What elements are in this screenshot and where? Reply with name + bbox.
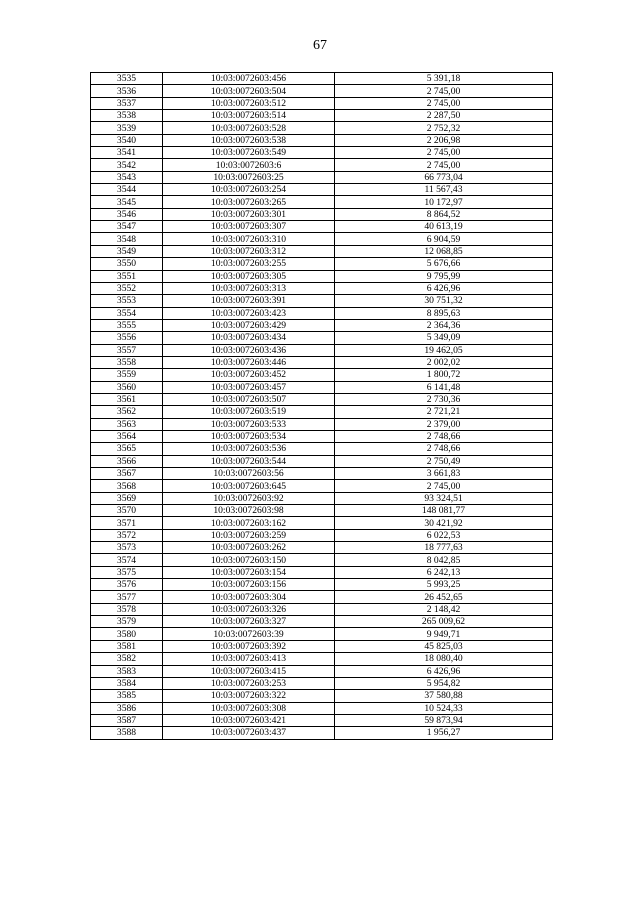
table-row	[91, 122, 553, 134]
table-row	[91, 455, 553, 467]
value-cell: 2 002,02	[335, 356, 553, 368]
table-row	[91, 406, 553, 418]
row-number-cell: 3538	[91, 110, 163, 122]
cadastral-number-cell: 10:03:0072603:423	[163, 307, 335, 319]
value-cell: 37 580,88	[335, 690, 553, 702]
row-number-cell: 3554	[91, 307, 163, 319]
cadastral-number-cell: 10:03:0072603:528	[163, 122, 335, 134]
row-number-cell: 3540	[91, 134, 163, 146]
value-cell: 2 721,21	[335, 406, 553, 418]
cadastral-number-cell: 10:03:0072603:6	[163, 159, 335, 171]
table-row	[91, 270, 553, 282]
row-number-cell: 3536	[91, 85, 163, 97]
table-row	[91, 677, 553, 689]
cadastral-number-cell: 10:03:0072603:56	[163, 468, 335, 480]
value-cell: 66 773,04	[335, 171, 553, 183]
cadastral-number-cell: 10:03:0072603:434	[163, 332, 335, 344]
cadastral-number-cell: 10:03:0072603:150	[163, 554, 335, 566]
table-row	[91, 196, 553, 208]
value-cell: 148 081,77	[335, 505, 553, 517]
cadastral-number-cell: 10:03:0072603:429	[163, 319, 335, 331]
row-number-cell: 3577	[91, 591, 163, 603]
row-number-cell: 3562	[91, 406, 163, 418]
row-number-cell: 3545	[91, 196, 163, 208]
value-cell: 2 748,66	[335, 430, 553, 442]
row-number-cell: 3548	[91, 233, 163, 245]
cadastral-number-cell: 10:03:0072603:457	[163, 381, 335, 393]
cadastral-number-cell: 10:03:0072603:544	[163, 455, 335, 467]
value-cell: 5 954,82	[335, 677, 553, 689]
row-number-cell: 3541	[91, 147, 163, 159]
cadastral-number-cell: 10:03:0072603:452	[163, 369, 335, 381]
table-row	[91, 714, 553, 726]
value-cell: 5 349,09	[335, 332, 553, 344]
value-cell: 26 452,65	[335, 591, 553, 603]
value-cell: 2 745,00	[335, 85, 553, 97]
cadastral-number-cell: 10:03:0072603:259	[163, 529, 335, 541]
value-cell: 2 148,42	[335, 603, 553, 615]
value-cell: 45 825,03	[335, 640, 553, 652]
table-body	[91, 73, 553, 740]
value-cell: 9 795,99	[335, 270, 553, 282]
table-row	[91, 344, 553, 356]
row-number-cell: 3576	[91, 579, 163, 591]
value-cell: 2 750,49	[335, 455, 553, 467]
cadastral-number-cell: 10:03:0072603:326	[163, 603, 335, 615]
value-cell: 265 009,62	[335, 616, 553, 628]
table-row	[91, 159, 553, 171]
value-cell: 2 364,36	[335, 319, 553, 331]
table-row	[91, 690, 553, 702]
cadastral-number-cell: 10:03:0072603:514	[163, 110, 335, 122]
cadastral-number-cell: 10:03:0072603:421	[163, 714, 335, 726]
table-row	[91, 295, 553, 307]
table-row	[91, 282, 553, 294]
data-table	[90, 72, 553, 740]
value-cell: 2 730,36	[335, 393, 553, 405]
value-cell: 18 080,40	[335, 653, 553, 665]
cadastral-number-cell: 10:03:0072603:254	[163, 184, 335, 196]
cadastral-number-cell: 10:03:0072603:436	[163, 344, 335, 356]
table-row	[91, 480, 553, 492]
cadastral-number-cell: 10:03:0072603:413	[163, 653, 335, 665]
row-number-cell: 3580	[91, 628, 163, 640]
table-row	[91, 134, 553, 146]
value-cell: 2 748,66	[335, 443, 553, 455]
row-number-cell: 3587	[91, 714, 163, 726]
cadastral-number-cell: 10:03:0072603:512	[163, 97, 335, 109]
cadastral-number-cell: 10:03:0072603:534	[163, 430, 335, 442]
row-number-cell: 3567	[91, 468, 163, 480]
table-row	[91, 628, 553, 640]
table-row	[91, 147, 553, 159]
table-row	[91, 221, 553, 233]
row-number-cell: 3553	[91, 295, 163, 307]
value-cell: 2 379,00	[335, 418, 553, 430]
cadastral-number-cell: 10:03:0072603:327	[163, 616, 335, 628]
value-cell: 2 745,00	[335, 159, 553, 171]
table-row	[91, 430, 553, 442]
cadastral-number-cell: 10:03:0072603:645	[163, 480, 335, 492]
cadastral-number-cell: 10:03:0072603:308	[163, 702, 335, 714]
cadastral-number-cell: 10:03:0072603:504	[163, 85, 335, 97]
row-number-cell: 3559	[91, 369, 163, 381]
cadastral-number-cell: 10:03:0072603:538	[163, 134, 335, 146]
row-number-cell: 3588	[91, 727, 163, 739]
cadastral-number-cell: 10:03:0072603:162	[163, 517, 335, 529]
cadastral-number-cell: 10:03:0072603:265	[163, 196, 335, 208]
cadastral-number-cell: 10:03:0072603:25	[163, 171, 335, 183]
value-cell: 6 426,96	[335, 282, 553, 294]
table-row	[91, 665, 553, 677]
value-cell: 6 141,48	[335, 381, 553, 393]
value-cell: 30 751,32	[335, 295, 553, 307]
table-row	[91, 97, 553, 109]
row-number-cell: 3539	[91, 122, 163, 134]
page-number: 67	[313, 38, 327, 53]
cadastral-number-cell: 10:03:0072603:310	[163, 233, 335, 245]
value-cell: 8 042,85	[335, 554, 553, 566]
table-row	[91, 616, 553, 628]
row-number-cell: 3575	[91, 566, 163, 578]
row-number-cell: 3563	[91, 418, 163, 430]
table-row	[91, 369, 553, 381]
row-number-cell: 3573	[91, 542, 163, 554]
value-cell: 19 462,05	[335, 344, 553, 356]
table-row	[91, 110, 553, 122]
value-cell: 6 904,59	[335, 233, 553, 245]
table-row	[91, 529, 553, 541]
cadastral-number-cell: 10:03:0072603:92	[163, 492, 335, 504]
row-number-cell: 3546	[91, 208, 163, 220]
cadastral-number-cell: 10:03:0072603:312	[163, 245, 335, 257]
cadastral-number-cell: 10:03:0072603:313	[163, 282, 335, 294]
value-cell: 2 206,98	[335, 134, 553, 146]
cadastral-number-cell: 10:03:0072603:536	[163, 443, 335, 455]
row-number-cell: 3584	[91, 677, 163, 689]
value-cell: 8 864,52	[335, 208, 553, 220]
table-row	[91, 245, 553, 257]
cadastral-number-cell: 10:03:0072603:549	[163, 147, 335, 159]
row-number-cell: 3551	[91, 270, 163, 282]
cadastral-number-cell: 10:03:0072603:154	[163, 566, 335, 578]
value-cell: 5 676,66	[335, 258, 553, 270]
table-row	[91, 492, 553, 504]
table-row	[91, 208, 553, 220]
row-number-cell: 3561	[91, 393, 163, 405]
row-number-cell: 3565	[91, 443, 163, 455]
value-cell: 9 949,71	[335, 628, 553, 640]
table-row	[91, 517, 553, 529]
table-row	[91, 233, 553, 245]
row-number-cell: 3586	[91, 702, 163, 714]
row-number-cell: 3572	[91, 529, 163, 541]
table-row	[91, 591, 553, 603]
table-row	[91, 505, 553, 517]
table-row	[91, 603, 553, 615]
value-cell: 5 993,25	[335, 579, 553, 591]
row-number-cell: 3535	[91, 73, 163, 85]
cadastral-number-cell: 10:03:0072603:507	[163, 393, 335, 405]
value-cell: 2 745,00	[335, 97, 553, 109]
cadastral-number-cell: 10:03:0072603:304	[163, 591, 335, 603]
table-row	[91, 566, 553, 578]
row-number-cell: 3560	[91, 381, 163, 393]
row-number-cell: 3542	[91, 159, 163, 171]
value-cell: 8 895,63	[335, 307, 553, 319]
row-number-cell: 3574	[91, 554, 163, 566]
row-number-cell: 3550	[91, 258, 163, 270]
table-row	[91, 85, 553, 97]
cadastral-number-cell: 10:03:0072603:533	[163, 418, 335, 430]
table-row	[91, 640, 553, 652]
table-row	[91, 702, 553, 714]
value-cell: 11 567,43	[335, 184, 553, 196]
row-number-cell: 3581	[91, 640, 163, 652]
cadastral-number-cell: 10:03:0072603:322	[163, 690, 335, 702]
table-row	[91, 307, 553, 319]
cadastral-number-cell: 10:03:0072603:392	[163, 640, 335, 652]
value-cell: 2 745,00	[335, 480, 553, 492]
table-row	[91, 727, 553, 739]
row-number-cell: 3552	[91, 282, 163, 294]
table-row	[91, 468, 553, 480]
value-cell: 6 426,96	[335, 665, 553, 677]
row-number-cell: 3570	[91, 505, 163, 517]
row-number-cell: 3569	[91, 492, 163, 504]
value-cell: 2 752,32	[335, 122, 553, 134]
table-row	[91, 184, 553, 196]
value-cell: 6 242,13	[335, 566, 553, 578]
cadastral-number-cell: 10:03:0072603:255	[163, 258, 335, 270]
table-row	[91, 579, 553, 591]
cadastral-number-cell: 10:03:0072603:437	[163, 727, 335, 739]
row-number-cell: 3566	[91, 455, 163, 467]
table-row	[91, 319, 553, 331]
row-number-cell: 3571	[91, 517, 163, 529]
cadastral-number-cell: 10:03:0072603:156	[163, 579, 335, 591]
row-number-cell: 3558	[91, 356, 163, 368]
value-cell: 3 661,83	[335, 468, 553, 480]
row-number-cell: 3568	[91, 480, 163, 492]
table-row	[91, 171, 553, 183]
row-number-cell: 3555	[91, 319, 163, 331]
table-row	[91, 356, 553, 368]
table-row	[91, 393, 553, 405]
value-cell: 40 613,19	[335, 221, 553, 233]
cadastral-number-cell: 10:03:0072603:519	[163, 406, 335, 418]
cadastral-number-cell: 10:03:0072603:456	[163, 73, 335, 85]
cadastral-number-cell: 10:03:0072603:253	[163, 677, 335, 689]
value-cell: 2 745,00	[335, 147, 553, 159]
row-number-cell: 3583	[91, 665, 163, 677]
cadastral-number-cell: 10:03:0072603:446	[163, 356, 335, 368]
cadastral-number-cell: 10:03:0072603:305	[163, 270, 335, 282]
value-cell: 12 068,85	[335, 245, 553, 257]
row-number-cell: 3582	[91, 653, 163, 665]
table-row	[91, 443, 553, 455]
table-row	[91, 73, 553, 85]
row-number-cell: 3564	[91, 430, 163, 442]
value-cell: 59 873,94	[335, 714, 553, 726]
table-row	[91, 381, 553, 393]
row-number-cell: 3544	[91, 184, 163, 196]
table-row	[91, 332, 553, 344]
row-number-cell: 3547	[91, 221, 163, 233]
value-cell: 2 287,50	[335, 110, 553, 122]
row-number-cell: 3549	[91, 245, 163, 257]
table-row	[91, 258, 553, 270]
cadastral-number-cell: 10:03:0072603:391	[163, 295, 335, 307]
table-row	[91, 653, 553, 665]
row-number-cell: 3537	[91, 97, 163, 109]
cadastral-number-cell: 10:03:0072603:98	[163, 505, 335, 517]
cadastral-number-cell: 10:03:0072603:39	[163, 628, 335, 640]
value-cell: 5 391,18	[335, 73, 553, 85]
row-number-cell: 3543	[91, 171, 163, 183]
value-cell: 30 421,92	[335, 517, 553, 529]
value-cell: 1 956,27	[335, 727, 553, 739]
table-row	[91, 554, 553, 566]
cadastral-number-cell: 10:03:0072603:307	[163, 221, 335, 233]
row-number-cell: 3585	[91, 690, 163, 702]
row-number-cell: 3556	[91, 332, 163, 344]
value-cell: 1 800,72	[335, 369, 553, 381]
cadastral-number-cell: 10:03:0072603:262	[163, 542, 335, 554]
cadastral-number-cell: 10:03:0072603:301	[163, 208, 335, 220]
value-cell: 10 172,97	[335, 196, 553, 208]
row-number-cell: 3557	[91, 344, 163, 356]
value-cell: 93 324,51	[335, 492, 553, 504]
table-row	[91, 418, 553, 430]
value-cell: 18 777,63	[335, 542, 553, 554]
row-number-cell: 3578	[91, 603, 163, 615]
row-number-cell: 3579	[91, 616, 163, 628]
cadastral-number-cell: 10:03:0072603:415	[163, 665, 335, 677]
value-cell: 10 524,33	[335, 702, 553, 714]
value-cell: 6 022,53	[335, 529, 553, 541]
table-row	[91, 542, 553, 554]
